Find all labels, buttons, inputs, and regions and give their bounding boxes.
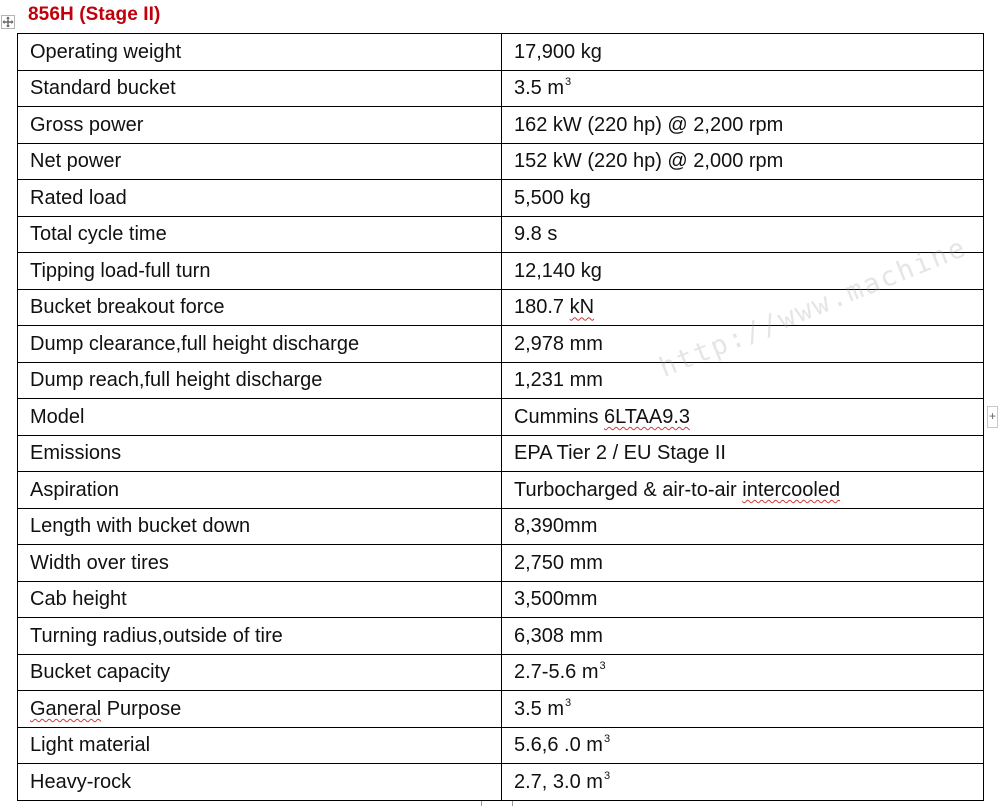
spec-value: 2,978 mm <box>514 332 603 355</box>
spec-value-cell <box>502 326 984 363</box>
table-row <box>18 216 984 253</box>
spec-value: Turbocharged & air-to-air intercooled <box>514 478 841 501</box>
spec-label: Aspiration <box>18 472 502 509</box>
spec-label: Tipping load-full turn <box>18 253 502 290</box>
move-arrows-icon <box>2 16 14 28</box>
superscript: 3 <box>603 769 611 782</box>
spec-value-cell <box>502 727 984 764</box>
spec-value-cell <box>502 216 984 253</box>
spec-label: Gross power <box>18 107 502 144</box>
spec-value: 2,750 mm <box>514 551 603 574</box>
spec-label: Turning radius,outside of tire <box>18 618 502 655</box>
spec-label: Operating weight <box>18 34 502 71</box>
spec-label: Length with bucket down <box>18 508 502 545</box>
superscript: 3 <box>565 76 572 89</box>
spec-value: 8,390mm <box>514 515 598 538</box>
spec-value-cell <box>502 180 984 217</box>
spec-value-cell <box>502 399 984 436</box>
table-row <box>18 472 984 509</box>
spec-value-cell <box>502 618 984 655</box>
superscript: 3 <box>603 733 611 746</box>
spec-value-cell <box>502 107 984 144</box>
spec-value: 5.6,6 .0 m <box>514 734 603 757</box>
table-row <box>18 545 984 582</box>
spec-label: Model <box>18 399 502 436</box>
spec-value-cell <box>502 472 984 509</box>
spec-value-cell <box>502 508 984 545</box>
spec-value-cell <box>502 253 984 290</box>
spec-value: 1,231 mm <box>514 369 603 392</box>
spec-value: 3.5 m <box>514 697 565 720</box>
spec-value: 152 kW (220 hp) @ 2,000 rpm <box>514 150 784 173</box>
plus-icon[interactable]: + <box>987 406 998 428</box>
spec-value: Cummins 6LTAA9.3 <box>514 405 690 428</box>
spec-label: Bucket capacity <box>18 654 502 691</box>
spec-value: 17,900 kg <box>514 40 602 63</box>
spec-value: 3,500mm <box>514 588 598 611</box>
spec-label: Emissions <box>18 435 502 472</box>
spec-value: 2.7, 3.0 m <box>514 770 603 793</box>
column-marker <box>512 801 521 806</box>
spec-value-cell <box>502 581 984 618</box>
table-row <box>18 508 984 545</box>
spec-label: Net power <box>18 143 502 180</box>
spec-value-cell <box>502 70 984 107</box>
table-row <box>18 326 984 363</box>
spec-value-cell <box>502 545 984 582</box>
table-row <box>18 180 984 217</box>
spec-value-cell <box>502 691 984 728</box>
spec-value: 2.7-5.6 m <box>514 661 599 684</box>
table-move-handle-icon[interactable] <box>1 15 15 29</box>
spec-value: 5,500 kg <box>514 186 591 209</box>
spec-table <box>17 33 984 801</box>
table-row <box>18 581 984 618</box>
table-row <box>18 70 984 107</box>
table-row <box>18 727 984 764</box>
spec-label: Rated load <box>18 180 502 217</box>
spec-label: Dump reach,full height discharge <box>18 362 502 399</box>
spec-value-cell <box>502 764 984 801</box>
table-row <box>18 654 984 691</box>
column-marker <box>481 801 490 806</box>
spec-label: Standard bucket <box>18 70 502 107</box>
spec-label: Width over tires <box>18 545 502 582</box>
spec-label: Heavy-rock <box>18 764 502 801</box>
table-row <box>18 143 984 180</box>
spec-label: Dump clearance,full height discharge <box>18 326 502 363</box>
spec-label: Light material <box>18 727 502 764</box>
table-row <box>18 362 984 399</box>
spec-value-cell <box>502 289 984 326</box>
spec-value-cell <box>502 654 984 691</box>
spec-label: Bucket breakout force <box>18 289 502 326</box>
superscript: 3 <box>599 660 606 673</box>
spec-table-body <box>18 34 984 801</box>
spec-value: 9.8 s <box>514 223 558 246</box>
spec-value-cell <box>502 143 984 180</box>
spec-value: 162 kW (220 hp) @ 2,200 rpm <box>514 113 784 136</box>
document-title: 856H (Stage II) <box>28 4 161 25</box>
spec-value-cell <box>502 34 984 71</box>
table-row <box>18 618 984 655</box>
spec-label: Total cycle time <box>18 216 502 253</box>
table-row <box>18 435 984 472</box>
table-row <box>18 34 984 71</box>
table-row <box>18 253 984 290</box>
spec-value-cell <box>502 362 984 399</box>
spec-value: 6,308 mm <box>514 624 603 647</box>
spec-value: 12,140 kg <box>514 259 602 282</box>
table-row <box>18 399 984 436</box>
table-row <box>18 691 984 728</box>
spec-label: Ganeral Purpose <box>18 691 502 728</box>
spec-value: EPA Tier 2 / EU Stage II <box>514 442 726 465</box>
spec-value: 3.5 m <box>514 77 565 100</box>
spec-label: Cab height <box>18 581 502 618</box>
table-row <box>18 764 984 801</box>
watermark: http://www.machine <box>655 231 972 384</box>
superscript: 3 <box>565 696 572 709</box>
table-row <box>18 107 984 144</box>
spec-value: 180.7 kN <box>514 296 595 319</box>
table-row <box>18 289 984 326</box>
spec-value-cell <box>502 435 984 472</box>
